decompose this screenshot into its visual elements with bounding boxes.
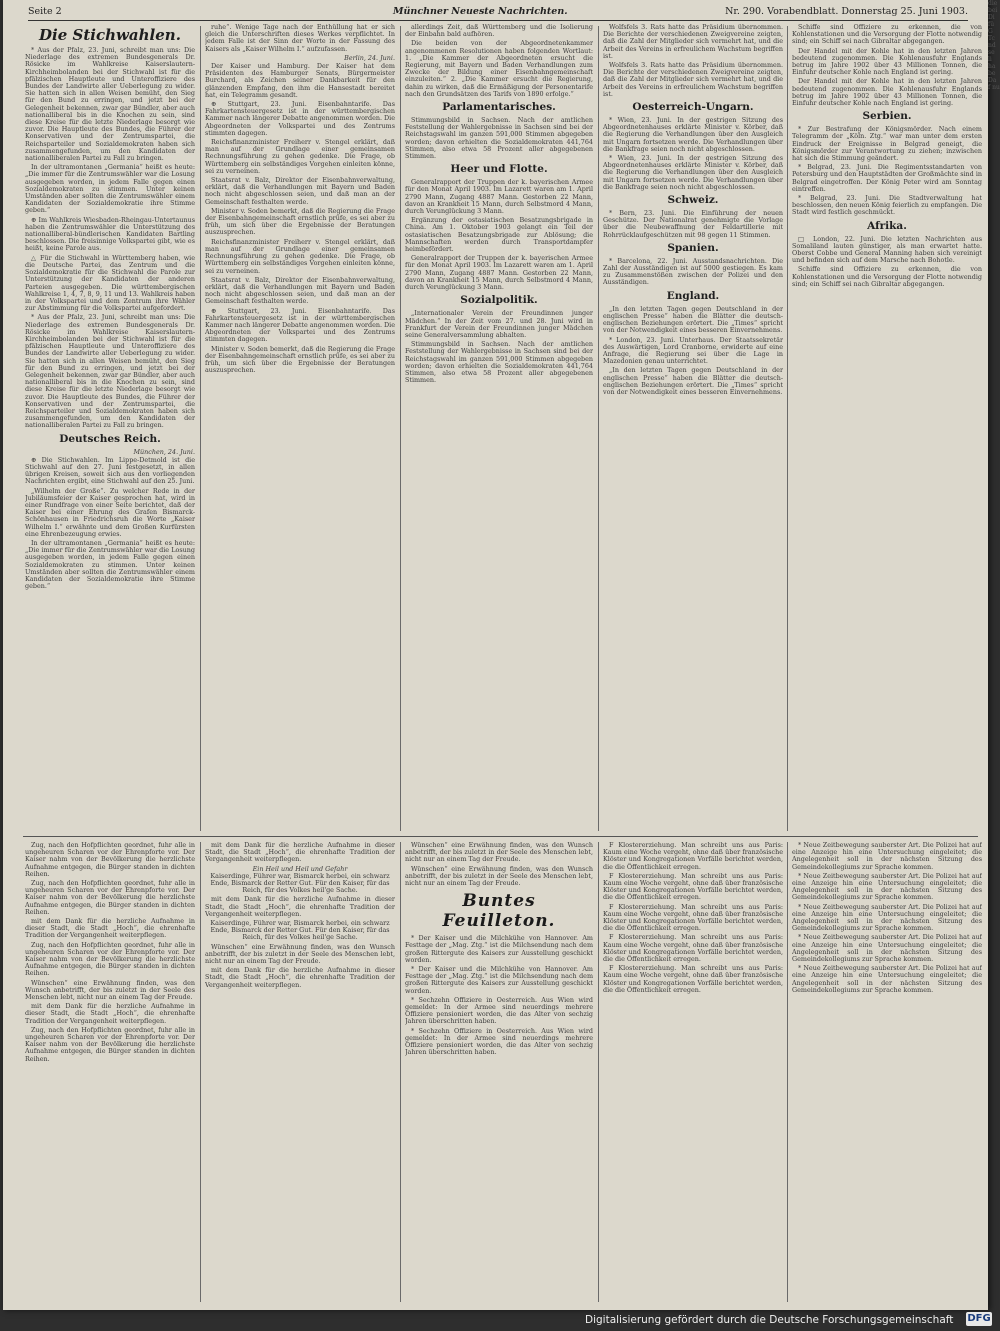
heading-parlamentarisches: Parlamentarisches. [442,101,556,114]
article-text: F Klostererziehung. Man schreibt uns aus Paris: Kaum eine Woche vergeht, ohne daß über französische Klöster und Kongregationen Vorfälle berichtet werden, die die Öffentlichkeit erregen. [603,933,783,964]
column-rule [400,842,401,1302]
heading-serbien: Serbien. [862,110,912,123]
lower-column-3 [405,842,593,1302]
article-text: Zug, nach den Hofpflichten geordnet, fuhr alle in ungeheuren Scharen vor der Ehrenpforte vor. Der Kaiser nahm von der Bevölkerung die herzlichste Aufnahme entgegen, die Bürger standen in dichten Reihen. [25,940,195,978]
poem-text: Kaiserdinge, Führer war, Bismarck herbei, ein schwarz Ende, Bismarck der Retter Gut. Für den Kaiser, für das Reich, für des Volkes heil'ge Sache. [210,919,390,942]
article-text: ⊕ Stuttgart, 23. Juni. Eisenbahntarife. Das Fahrkartensteuergesetz ist in der württembergischen Kammer nach längerer Debatte angenommen worden. Die Abgeordneten der Volkspartei und des Zentrums stimmten dagegen. [205,306,395,344]
article-text: * Wien, 23. Juni. In der gestrigen Sitzung des Abgeordnetenhauses erklärte Minister v. Körber, daß die Regierung die Verhandlungen über den Ausgleich mit Ungarn fortsetzen werde. Die Verhandlungen über die Bankfrage seien noch nicht abgeschlossen. [603,116,783,153]
dfg-logo-icon: DFG [967,1313,991,1324]
article-text: Reichsfinanzminister Freiherr v. Stengel erklärt, daß man auf der Grundlage einer gemeinsamen Rechnungsführung zu gehen gedenke. Die Frage, ob Württemberg ein selbständiges Vorgehen einleiten könne, sei zu verneinen. [205,138,395,175]
article-text: „In den letzten Tagen gegen Deutschland in der englischen Presse“ haben die Blätter die deutsch-englischen Beziehungen erörtert. Die „Times“ spricht von der Notwendigkeit eines besseren Einvernehmens. [603,366,783,396]
article-text: Wünschen“ eine Erwähnung finden, was den Wunsch anbetrifft, der bis zuletzt in der Seele des Menschen lebt, nicht nur an einem Tag der Freude. [405,864,593,888]
article-text: Der Handel mit der Kohle hat in den letzten Jahren bedeutend zugenommen. Die Kohlenausfuhr Englands betrug im Jahre 1902 über 43 Millionen Tonnen, die Einfuhr deutscher Kohle nach England ist gering. [792,77,982,108]
column-rule [598,26,599,831]
article-text: * Belgrad, 23. Juni. Die Regimentsstandarten von Petersburg und den Hauptstädten der Großmächte sind in Belgrad eingetroffen. Der König Peter wird am Sonntag eintreffen. [792,163,982,193]
article-text: Staatsrat v. Balz, Direktor der Eisenbahnverwaltung, erklärt, daß die Verhandlungen mit Bayern und Baden noch nicht abgeschlossen seien, und daß man an der Gemeinschaft festhalten werde. [205,176,395,206]
dateline: Berlin, 24. Juni. [344,53,395,62]
article-text: „In den letzten Tagen gegen Deutschland in der englischen Presse“ haben die Blätter die deutsch-englischen Beziehungen erörtert. Die „Times“ spricht von der Notwendigkeit eines besseren Einvernehmens. [603,304,783,335]
adjacent-page-edge [988,0,1000,1290]
article-text: * Neue Zeitbewegung sauberster Art. Die Polizei hat auf eine Anzeige hin eine Untersuchung eingeleitet; die Angelegenheit soll in der nächsten Sitzung des Gemeindekollegiums zur Sprache kommen. [792,964,982,994]
article-text: Generalrapport der Truppen der k. bayerischen Armee für den Monat April 1903. Im Lazarett waren am 1. April 2790 Mann, Zugang 4887 Mann. Gestorben 22 Mann, davon an Krankheit 15 Mann, durch Selbstmord 4 Mann, durch Verunglückung 3 Mann. [405,254,593,292]
column-rule [787,26,788,831]
article-text: ⊕ Die Stichwahlen. Im Lippe-Detmold ist die Stichwahl auf den 27. Juni festgesetzt, in allen übrigen Kreisen, soweit sich aus den vorliegenden Nachrichten ergibt, eine Stichwahl auf den 25. Juni. [25,455,195,486]
article-text: mit dem Dank für die herzliche Aufnahme in dieser Stadt, die Stadt „Hoch“, die ehrenhafte Tradition der Vergangenheit weiterpflegen. [25,917,195,940]
article-text: Der Handel mit der Kohle hat in den letzten Jahren bedeutend zugenommen. Die Kohlenausfuhr Englands betrug im Jahre 1902 über 43 Millionen Tonnen, die Einfuhr deutscher Kohle nach England ist gering. [792,46,982,77]
article-text: Reichsfinanzminister Freiherr v. Stengel erklärt, daß man auf der Grundlage einer gemeinsamen Rechnungsführung zu gehen gedenke. Die Frage, ob Württemberg ein selbständiges Vorgehen einleiten könne, sei zu verneinen. [205,237,395,275]
article-text: * Neue Zeitbewegung sauberster Art. Die Polizei hat auf eine Anzeige hin eine Untersuchung eingeleitet; die Angelegenheit soll in der nächsten Sitzung des Gemeindekollegiums zur Sprache kommen. [792,871,982,902]
column-rule [598,842,599,1302]
column-4 [603,24,783,832]
page-header [28,6,968,21]
column-rule [787,842,788,1302]
heading-oesterreich: Oesterreich-Ungarn. [632,101,754,114]
article-text: Wolfsfels 3. Rats hatte das Präsidium übernommen. Die Berichte der verschiedenen Zweigvereine zeigten, daß die Zahl der Mitglieder sich vermehrt hat, und die Arbeit des Vereins in erfreulichem Wachstum begriffen ist. [603,24,783,60]
article-text: * Barcelona, 22. Juni. Ausstandsnachrichten. Die Zahl der Ausständigen ist auf 5000 gestiegen. Es kam zu Zusammenstößen zwischen der Polizei und den Ausständigen. [603,256,783,287]
heading-feuilleton: Buntes Feuilleton. [442,891,556,932]
article-text: F Klostererziehung. Man schreibt uns aus Paris: Kaum eine Woche vergeht, ohne daß über französische Klöster und Kongregationen Vorfälle berichtet werden, die die Öffentlichkeit erregen. [603,842,783,871]
poem-text: Kaiserdinge, Führer war, Bismarck herbei, ein schwarz Ende, Bismarck der Retter Gut. Für den Kaiser, für das Reich, für des Volkes heil'ge Sache. [210,871,390,895]
article-text: „Wilhelm der Große“. Zu welcher Rede in der Jubiläumsfeier der Kaiser gesprochen hat, wird in einer Rundfrage von einer Seite berichtet, daß der Kaiser bei einer Ehrung des Grafen Bismarck-Schönhausen in Friedrichsruh die Worte „Kaiser Wilhelm I.“ erwähnte und dem Großen Kurfürsten eine Ehrenbezeugung erwies. [25,486,195,538]
article-text: F Klostererziehung. Man schreibt uns aus Paris: Kaum eine Woche vergeht, ohne daß über französische Klöster und Kongregationen Vorfälle berichtet werden, die die Öffentlichkeit erregen. [603,871,783,902]
article-text: Stimmungsbild in Sachsen. Nach der amtlichen Feststellung der Wahlergebnisse in Sachsen sind bei der Reichstagswahl im ganzen 591,000 Stimmen abgegeben worden; davon erhielten die Sozialdemokraten 441,764 Stimmen, also etwa 58 Prozent aller abgegebenen Stimmen. [405,340,593,385]
column-rule [400,26,401,831]
article-text: □ London, 22. Juni. Die letzten Nachrichten aus Somaliland lauten günstiger, als man erwartet hatte. Oberst Cobbe und General Manning haben sich vereinigt und befinden sich auf dem Marsche nach Bohotle. [792,234,982,265]
article-text: ⊕ Im Wahlkreis Wiesbaden-Rheingau-Untertaunus haben die Zentrumswähler die Unterstützung des nationalliberal-bündlerischen Kandidaten Bartling beschlossen. Die freisinnige Volkspartei gibt, wie es heißt, keine Parole aus. [25,215,195,253]
heading-sozialpolitik: Sozialpolitik. [460,294,538,307]
article-text: „Internationaler Verein der Freundinnen junger Mädchen.“ In der Zeit vom 27. und 28. Juni wird in Frankfurt der Verein der Freundinnen junger Mädchen seine Generalversammlung abhalten. [405,309,593,339]
newspaper-page [3,0,988,1310]
article-text: * Sechzehn Offiziere in Oesterreich. Aus Wien wird gemeldet: In der Armee sind neuerdings mehrere Offiziere pensioniert worden, die das Alter von sechzig Jahren überschritten haben. [405,995,593,1026]
column-rule [200,842,201,1302]
article-text: ruhe“. Wenige Tage nach der Enthüllung hat er sich gleich die Unterschriften dieses Werkes verpflichtet. In jedem Falle ist der Sinn der Worte in der Fassung des Kaisers als „Kaiser Wilhelm I.“ aufzufassen. [205,24,395,53]
article-text: * Aus der Pfalz, 23. Juni, schreibt man uns: Die Niederlage des extremen Bundesgenerals Dr. Rösicke im Wahlkreise Kaiserslautern-Kirchheimbolanden bei der Stichwahl ist für die pfälzischen Hauptleute und Unteroffiziere des Bundes der Landwirte aller Ueberlegung zu wider. Sie hatten sich in allen Weisen bemüht, den Sieg für den Bund zu erringen, und jetzt bei der Gelegenheit bekennen, zwar gar Bündler, aber auch nationalliberal bis in die Knochen zu sein, sind diese Kreise für die letzte Niederlage besorgt wie zuvor. Die Hauptleute des Bundes, die Führer der Konservativen und der Zentrumspartei, die Reichsparteiler und Sozialdemokraten haben sich zusammengefunden, um den Kandidaten der nationalliberalen Partei zu Fall zu bringen. [25,46,195,163]
article-text: * Neue Zeitbewegung sauberster Art. Die Polizei hat auf eine Anzeige hin eine Untersuchung eingeleitet; die Angelegenheit soll in der nächsten Sitzung des Gemeindekollegiums zur Sprache kommen. [792,933,982,964]
column-5 [792,24,982,832]
article-text: * Belgrad, 23. Juni. Die Stadtverwaltung hat beschlossen, den neuen König feierlich zu empfangen. Die Stadt wird festlich geschmückt. [792,194,982,217]
article-text: Der Kaiser und Hamburg. Der Kaiser hat dem Präsidenten des Hamburger Senats, Bürgermeister Burchard, als Zeichen seiner Dankbarkeit für den glänzenden Empfang, den ihm die Hansestadt bereitet hat, ein Telegramm gesandt. [205,62,395,99]
article-text: Zug, nach den Hofpflichten geordnet, fuhr alle in ungeheuren Scharen vor der Ehrenpforte vor. Der Kaiser nahm von der Bevölkerung die herzlichste Aufnahme entgegen, die Bürger standen in dichten Reihen. [25,1025,195,1063]
article-text: * Wien, 23. Juni. In der gestrigen Sitzung des Abgeordnetenhauses erklärte Minister v. Körber, daß die Regierung die Verhandlungen über den Ausgleich mit Ungarn fortsetzen werde. Die Verhandlungen über die Bankfrage seien noch nicht abgeschlossen. [603,154,783,191]
article-text: Die beiden von der Abgeordnetenkammer angenommenen Resolutionen haben folgenden Wortlaut: 1. „Die Kammer der Abgeordneten ersucht die Regierung, mit Bayern und Baden Verhandlungen zum Zwecke der Bildung einer Eisenbahngemeinschaft einzuleiten.“ 2. „Die Kammer ersucht die Regierung, dahin zu wirken, daß die Ermäßigung der Personentarife nach den Grundsätzen des Tarifs von 1890 erfolge.“ [405,39,593,98]
lower-column-1 [25,842,195,1302]
heading-england: England. [666,289,720,302]
article-text: Minister v. Soden bemerkt, daß die Regierung die Frage der Eisenbahngemeinschaft ernstlich prüfe, es sei aber zu früh, um sich über die Ergebnisse der Beratungen auszusprechen. [205,344,395,375]
article-text: mit dem Dank für die herzliche Aufnahme in dieser Stadt, die Stadt „Hoch“, die ehrenhafte Tradition der Vergangenheit weiterpflegen. [25,1002,195,1025]
article-text: mit dem Dank für die herzliche Aufnahme in dieser Stadt, die Stadt „Hoch“, die ehrenhafte Tradition der Vergangenheit weiterpflegen. [205,842,395,864]
article-text: ⊕ Stuttgart, 23. Juni. Eisenbahntarife. Das Fahrkartensteuergesetz ist in der württembergischen Kammer nach längerer Debatte angenommen worden. Die Abgeordneten der Volkspartei und des Zentrums stimmten dagegen. [205,100,395,137]
article-text: F Klostererziehung. Man schreibt uns aus Paris: Kaum eine Woche vergeht, ohne daß über französische Klöster und Kongregationen Vorfälle berichtet werden, die die Öffentlichkeit erregen. [603,964,783,994]
article-text: Wünschen“ eine Erwähnung finden, was den Wunsch anbetrifft, der bis zuletzt in der Seele des Menschen lebt, nicht nur an einem Tag der Freude. [405,842,593,864]
page-label: Seite 2 [28,6,62,17]
article-text: Wünschen“ eine Erwähnung finden, was den Wunsch anbetrifft, der bis zuletzt in der Seele des Menschen lebt, nicht nur an einem Tag der Freude. [205,942,395,966]
article-text: mit dem Dank für die herzliche Aufnahme in dieser Stadt, die Stadt „Hoch“, die ehrenhafte Tradition der Vergangenheit weiterpflegen. [205,895,395,918]
article-text: Stimmungsbild in Sachsen. Nach der amtlichen Feststellung der Wahlergebnisse in Sachsen sind bei der Reichstagswahl im ganzen 591,000 Stimmen abgegeben worden; davon erhielten die Sozialdemokraten 441,764 Stimmen, also etwa 58 Prozent aller abgegebenen Stimmen. [405,116,593,161]
poem-title: Ein Heil und Heil und Gefahr [252,864,348,873]
article-text: In der ultramontanen „Germania“ heißt es heute: „Die immer für die Zentrumswähler war die Losung ausgegeben worden, in jedem Falle gegen einen Sozialdemokraten zu stimmen. Unter keinen Umständen aber sollten die Zentrumswähler einem Kandidaten der Sozialdemokratie ihre Stimme geben.“ [25,539,195,591]
heading-afrika: Afrika. [867,219,907,232]
article-text: mit dem Dank für die herzliche Aufnahme in dieser Stadt, die Stadt „Hoch“, die ehrenhafte Tradition der Vergangenheit weiterpflegen. [205,966,395,989]
dateline: München, 24. Juni. [133,447,195,456]
article-text: allerdings Zeit, daß Württemberg und die Isolierung der Einbahn bald aufhören. [405,24,593,39]
article-text: F Klostererziehung. Man schreibt uns aus Paris: Kaum eine Woche vergeht, ohne daß über französische Klöster und Kongregationen Vorfälle berichtet werden, die die Öffentlichkeit erregen. [603,902,783,933]
article-text: * Aus der Pfalz, 23. Juni, schreibt man uns: Die Niederlage des extremen Bundesgenerals Dr. Rösicke im Wahlkreise Kaiserslautern-Kirchheimbolanden bei der Stichwahl ist für die pfälzischen Hauptleute und Unteroffiziere des Bundes der Landwirte aller Ueberlegung zu wider. Sie hatten sich in allen Weisen bemüht, den Sieg für den Bund zu erringen, und jetzt bei der Gelegenheit bekennen, zwar gar Bündler, aber auch nationalliberal bis in die Knochen zu sein, sind diese Kreise für die letzte Niederlage besorgt wie zuvor. Die Hauptleute des Bundes, die Führer der Konservativen und der Zentrumspartei, die Reichsparteiler und Sozialdemokraten haben sich zusammengefunden, um den Kandidaten der nationalliberalen Partei zu Fall zu bringen. [25,313,195,430]
heading-deutsches-reich: Deutsches Reich. [59,432,161,445]
article-text: * Neue Zeitbewegung sauberster Art. Die Polizei hat auf eine Anzeige hin eine Untersuchung eingeleitet; die Angelegenheit soll in der nächsten Sitzung des Gemeindekollegiums zur Sprache kommen. [792,842,982,871]
article-text: △ Für die Stichwahl in Württemberg haben, wie die Deutsche Partei, das Zentrum und die Sozialdemokratie für die Stichwahl die Parole zur Unterstützung der Kandidaten der anderen Parteien ausgegeben. Die württembergischen Wahlkreise 1, 4, 7, 8, 9, 11 und 13. Wahlkreis haben in der Volkspartei und dem Zentrum ihre Wähler zur Abstimmung für die Volkspartei aufgefordert. [25,253,195,313]
article-text: Schiffe sind Offiziere zu erkennen, die von Kohlenstationen und die Versorgung der Flotte notwendig sind; ein Schiff sei nach Gibraltar abgegangen. [792,24,982,46]
article-text: * Bern, 23. Juni. Die Einführung der neuen Geschütze. Der Nationalrat genehmigte die Vorlage über die Neubewaffnung der Feldartillerie mit Rohrrücklaufgeschützen mit 98 gegen 11 Stimmen. [603,209,783,239]
heading-stichwahlen: Die Stichwahlen. [39,26,181,44]
fold-rule [23,836,978,837]
heading-spanien: Spanien. [667,241,719,254]
article-text: Minister v. Soden bemerkt, daß die Regierung die Frage der Eisenbahngemeinschaft ernstlich prüfe, es sei aber zu früh, um sich über die Ergebnisse der Beratungen auszusprechen. [205,206,395,237]
article-text: * London, 23. Juni. Unterhaus. Der Staatssekretär des Auswärtigen, Lord Cranborne, erwiderte auf eine Anfrage, die Regierung sei über die Lage in Mazedonien genau unterrichtet. [603,335,783,366]
heading-schweiz: Schweiz. [667,194,719,207]
lower-column-2 [205,842,395,1302]
column-3 [405,24,593,832]
article-text: Zug, nach den Hofpflichten geordnet, fuhr alle in ungeheuren Scharen vor der Ehrenpforte vor. Der Kaiser nahm von der Bevölkerung die herzlichste Aufnahme entgegen, die Bürger standen in dichten Reihen. [25,842,195,878]
issue-line: Nr. 290. Vorabendblatt. Donnerstag 25. Juni 1903. [725,6,968,17]
article-text: In der ultramontanen „Germania“ heißt es heute: „Die immer für die Zentrumswähler war die Losung ausgegeben worden, in jedem Falle gegen einen Sozialdemokraten zu stimmen. Unter keinen Umständen aber sollten die Zentrumswähler einem Kandidaten der Sozialdemokratie ihre Stimme geben.“ [25,163,195,215]
article-text: Generalrapport der Truppen der k. bayerischen Armee für den Monat April 1903. Im Lazarett waren am 1. April 2790 Mann, Zugang 4887 Mann. Gestorben 22 Mann, davon an Krankheit 15 Mann, durch Selbstmord 4 Mann, durch Verunglückung 3 Mann. [405,178,593,216]
article-text: * Neue Zeitbewegung sauberster Art. Die Polizei hat auf eine Anzeige hin eine Untersuchung eingeleitet; die Angelegenheit soll in der nächsten Sitzung des Gemeindekollegiums zur Sprache kommen. [792,902,982,933]
article-text: * Der Kaiser und die Milchkühe von Hannover. Am Festtage der „Mag. Ztg.“ ist die Milchsendung nach dem großen Rittergute des Kaisers zur Ausstellung geschickt worden. [405,934,593,964]
article-text: Ergänzung der ostasiatischen Besatzungsbrigade in China. Am 1. Oktober 1903 gelangt ein Teil der ostasiatischen Besatzungsbrigade zur Ablösung; die Mannschaften werden durch Transportdampfer heimbefördert. [405,216,593,254]
heading-heer-und-flotte: Heer und Flotte. [450,163,548,176]
lower-column-4 [603,842,783,1302]
article-text: * Der Kaiser und die Milchkühe von Hannover. Am Festtage der „Mag. Ztg.“ ist die Milchsendung nach dem großen Rittergute des Kaisers zur Ausstellung geschickt worden. [405,965,593,995]
article-text: * Sechzehn Offiziere in Oesterreich. Aus Wien wird gemeldet: In der Armee sind neuerdings mehrere Offiziere pensioniert worden, die das Alter von sechzig Jahren überschritten haben. [405,1026,593,1057]
article-text: Wolfsfels 3. Rats hatte das Präsidium übernommen. Die Berichte der verschiedenen Zweigvereine zeigten, daß die Zahl der Mitglieder sich vermehrt hat, und die Arbeit des Vereins in erfreulichem Wachstum begriffen ist. [603,61,783,98]
adjacent-page-text: die bei Di fü G Tc nd se li ha be Da f nu [988,0,1000,91]
column-2 [205,24,395,832]
column-rule [200,26,201,831]
article-text: * Zur Bestrafung der Königsmörder. Nach einem Telegramm der „Köln. Ztg.“ war man unter dem ersten Eindruck der Ereignisse in Belgrad geneigt, die Königsmörder zur Verantwortung zu ziehen; inzwischen hat sich die Stimmung geändert. [792,125,982,163]
article-text: Zug, nach den Hofpflichten geordnet, fuhr alle in ungeheuren Scharen vor der Ehrenpforte vor. Der Kaiser nahm von der Bevölkerung die herzlichste Aufnahme entgegen, die Bürger standen in dichten Reihen. [25,879,195,916]
lower-column-5 [792,842,982,1302]
column-1 [25,24,195,832]
article-text: Staatsrat v. Balz, Direktor der Eisenbahnverwaltung, erklärt, daß die Verhandlungen mit Bayern und Baden noch nicht abgeschlossen seien, und daß man an der Gemeinschaft festhalten werde. [205,275,395,306]
paper-name: Münchner Neueste Nachrichten. [393,6,568,17]
article-text: Wünschen“ eine Erwähnung finden, was den Wunsch anbetrifft, der bis zuletzt in der Seele des Menschen lebt, nicht nur an einem Tag der Freude. [25,978,195,1002]
footer-credit: Digitalisierung gefördert durch die Deutsche Forschungsgemeinschaft [585,1314,954,1326]
article-text: Schiffe sind Offiziere zu erkennen, die von Kohlenstationen und die Versorgung der Flotte notwendig sind; ein Schiff sei nach Gibraltar abgegangen. [792,265,982,288]
